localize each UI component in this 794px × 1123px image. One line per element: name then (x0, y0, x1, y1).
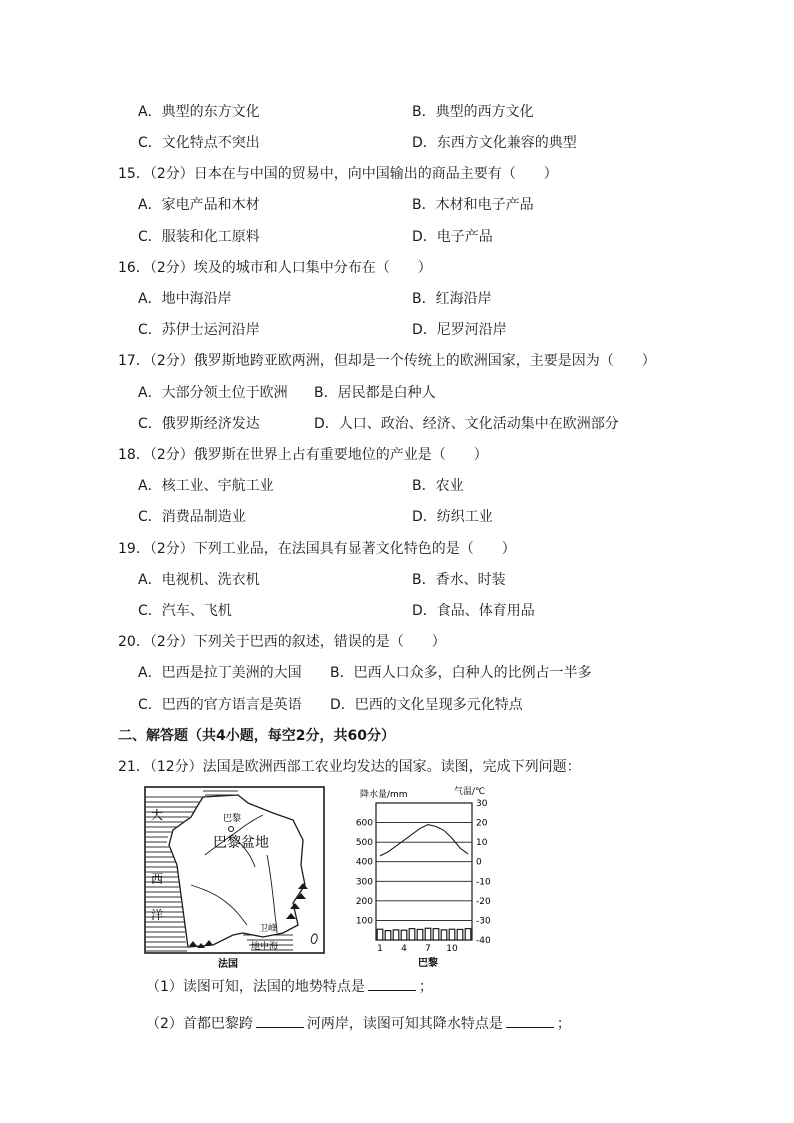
q16-option-a: A．地中海沿岸 (138, 291, 232, 307)
q18-option-b: B．农业 (412, 478, 464, 494)
chart-left-tick-label: 300 (355, 877, 373, 888)
q17-option-d: D．人口、政治、经济、文化活动集中在欧洲部分 (314, 416, 619, 432)
q18-option-a: A．核工业、宇航工业 (138, 478, 274, 494)
q21-stem: 21．（12分）法国是欧洲西部工农业均发达的国家。读图，完成下列问题： (118, 759, 581, 775)
q20-option-d: D．巴西的文化呈现多元化特点 (330, 697, 523, 713)
q18-option-d: D．纺织工业 (412, 509, 493, 525)
temperature-line (380, 825, 468, 856)
chart-x-tick-label: 4 (401, 944, 407, 954)
precip-bar (385, 931, 391, 940)
chart-left-tick-label: 500 (355, 838, 373, 849)
q17-option-b: B．居民都是白种人 (314, 385, 436, 401)
precip-bar (377, 929, 383, 940)
q18-stem: 18．（2分）俄罗斯在世界上占有重要地位的产业是（ ） (118, 447, 488, 463)
precip-bar (425, 928, 431, 940)
q19-stem: 19．（2分）下列工业品，在法国具有显著文化特色的是（ ） (118, 541, 516, 557)
q17-stem: 17．（2分）俄罗斯地跨亚欧两洲，但却是一个传统上的欧洲国家，主要是因为（ ） (118, 353, 656, 369)
map-sea-label: 地中海 (251, 942, 279, 952)
q21-sub2-suffix: ； (556, 1016, 571, 1032)
chart-right-tick-label: 20 (476, 818, 488, 829)
chart-left-tick-label: 200 (355, 896, 373, 907)
chart-frame (376, 803, 472, 940)
q21-sub2-precip-blank[interactable] (506, 1013, 554, 1028)
chart-left-tick-label: 400 (355, 857, 373, 868)
chart-left-ticks (356, 819, 373, 927)
q16-option-c: C．苏伊士运河沿岸 (138, 322, 260, 338)
q17-option-a: A．大部分领土位于欧洲 (138, 385, 288, 401)
q20-stem: 20．（2分）下列关于巴西的叙述，错误的是（ ） (118, 634, 446, 650)
precip-bar (393, 930, 399, 940)
section-title: 二、解答题（共4小题，每空2分，共60分） (118, 728, 395, 744)
q16-option-b: B．红海沿岸 (412, 291, 492, 307)
chart-right-tick-label: -40 (476, 936, 491, 946)
q14-option-b: B．典型的西方文化 (412, 104, 534, 120)
q14-option-d: D．东西方文化兼容的典型 (412, 135, 577, 151)
chart-right-tick-label: 30 (476, 799, 488, 809)
q19-option-c: C．汽车、飞机 (138, 603, 232, 619)
chart-right-ticks (476, 799, 491, 946)
q21-sub1-suffix: ； (418, 979, 433, 995)
q15-option-c: C．服装和化工原料 (138, 229, 260, 245)
chart-right-axis-label: 气温/℃ (454, 787, 486, 797)
chart-x-ticks (377, 944, 458, 954)
q21-sub2 (146, 1013, 571, 1033)
q14-option-a: A．典型的东方文化 (138, 104, 260, 120)
q21-sub1-answer-blank[interactable] (368, 976, 416, 991)
chart-x-tick-label: 1 (377, 944, 383, 954)
precip-bar (465, 929, 471, 940)
map-ocean-label-1: 大 (151, 808, 164, 822)
precip-bar (441, 930, 447, 940)
q19-option-d: D．食品、体育用品 (412, 603, 535, 619)
q14-option-c: C．文化特点不突出 (138, 135, 260, 151)
chart-caption: 巴黎 (418, 958, 438, 969)
q15-stem: 15．（2分）日本在与中国的贸易中，向中国输出的商品主要有（ ） (118, 166, 558, 182)
chart-right-tick-label: -10 (476, 877, 491, 888)
q20-option-b: B．巴西人口众多，白种人的比例占一半多 (330, 665, 592, 681)
q21-sub2-prefix: （2）首都巴黎跨 (146, 1016, 253, 1032)
chart-right-tick-label: -30 (476, 916, 491, 927)
map-alps-label: 卫峰 (259, 924, 278, 934)
q20-option-a: A．巴西是拉丁美洲的大国 (138, 665, 302, 681)
chart-line (380, 825, 468, 856)
chart-right-tick-label: 10 (476, 838, 488, 849)
q19-option-a: A．电视机、洗衣机 (138, 572, 260, 588)
q21-sub1-prefix: （1）读图可知，法国的地势特点是 (146, 979, 365, 995)
map-ocean-label-3: 洋 (151, 908, 164, 922)
q17-option-c: C．俄罗斯经济发达 (138, 416, 260, 432)
chart-bars (377, 928, 471, 940)
chart-left-tick-label: 600 (355, 818, 373, 829)
precip-bar (457, 929, 463, 940)
chart-left-axis-label: 降水量/mm (360, 790, 408, 800)
precip-bar (409, 929, 415, 940)
precip-bar (401, 930, 407, 940)
chart-x-tick-label: 7 (425, 944, 431, 954)
q16-option-d: D．尼罗河沿岸 (412, 322, 507, 338)
q19-option-b: B．香水、时装 (412, 572, 506, 588)
paris-climate-chart (352, 785, 502, 970)
q15-option-a: A．家电产品和木材 (138, 197, 260, 213)
q21-sub2-mid: 河两岸，读图可知其降水特点是 (306, 1016, 503, 1032)
q15-option-b: B．木材和电子产品 (412, 197, 534, 213)
q16-stem: 16．（2分）埃及的城市和人口集中分布在（ ） (118, 260, 432, 276)
q18-option-c: C．消费品制造业 (138, 509, 246, 525)
precip-bar (417, 929, 423, 940)
q21-sub1 (146, 976, 433, 996)
q20-option-c: C．巴西的官方语言是英语 (138, 697, 302, 713)
map-basin-label: 巴黎盆地 (213, 835, 269, 851)
precip-bar (433, 929, 439, 940)
france-map (143, 785, 328, 970)
q21-sub2-river-blank[interactable] (256, 1013, 304, 1028)
chart-grid (376, 803, 472, 940)
precip-bar (449, 929, 455, 940)
map-paris-label: 巴黎 (223, 814, 242, 824)
chart-left-tick-label: 100 (355, 916, 373, 927)
chart-right-tick-label: -20 (476, 896, 491, 907)
chart-right-tick-label: 0 (476, 857, 482, 868)
chart-x-tick-label: 10 (446, 944, 458, 954)
q15-option-d: D．电子产品 (412, 229, 493, 245)
map-caption: 法国 (218, 959, 238, 970)
map-ocean-label-2: 西 (151, 872, 164, 886)
